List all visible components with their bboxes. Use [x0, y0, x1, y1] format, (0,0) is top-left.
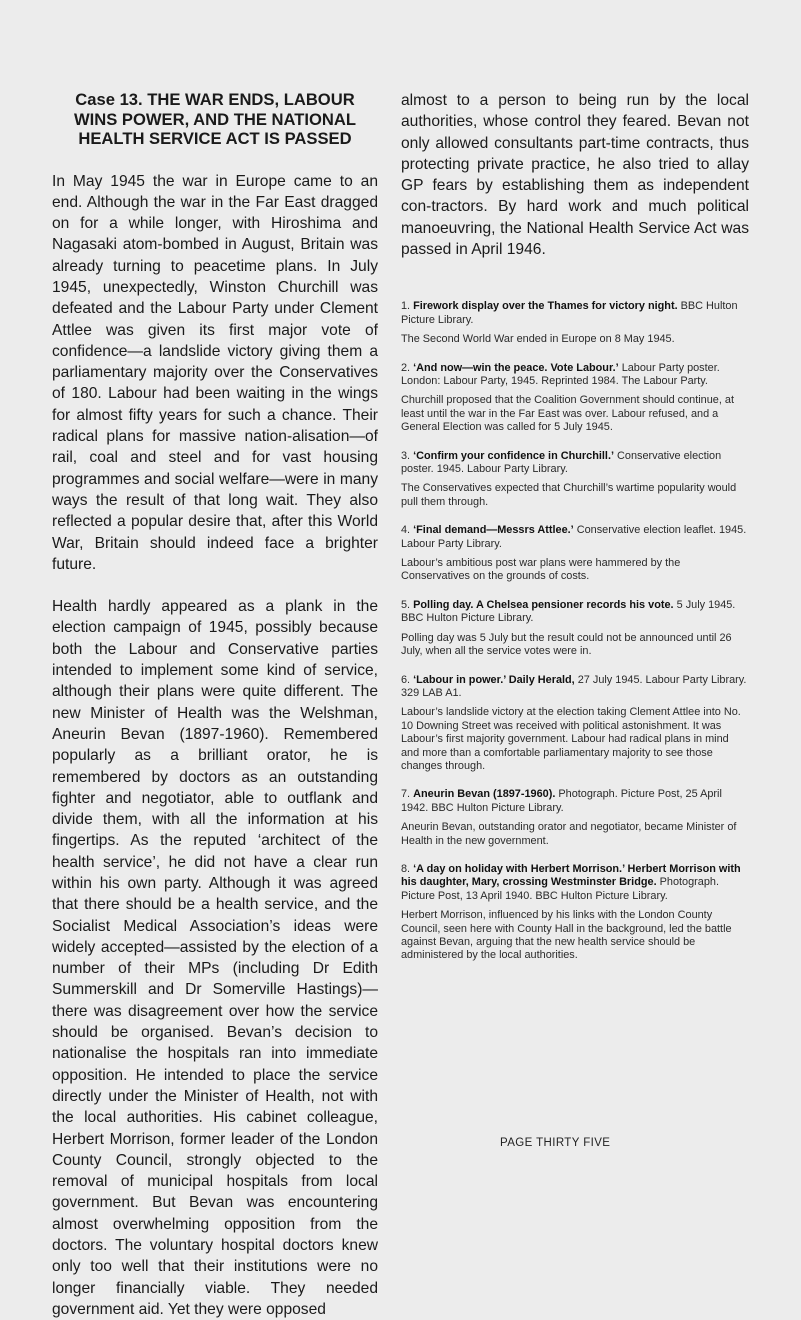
caption-note — [401, 450, 749, 510]
note-number: 6. — [401, 673, 411, 686]
note-heading: Aneurin Bevan (1897-1960). — [413, 788, 556, 801]
note-heading: ‘Labour in power.’ Daily Herald, — [413, 673, 575, 686]
note-source: BBC Hulton Picture Library. — [401, 300, 738, 326]
note-description: Churchill proposed that the Coalition Government should continue, at least until the war in the Far East was over. Labour refused, and a General Election was called for 5 July 1945. — [401, 394, 734, 434]
note-description: The Second World War ended in Europe on 8 May 1945. — [401, 333, 675, 346]
note-source: Photograph. Picture Post, 25 April 1942. BBC Hulton Picture Library. — [401, 788, 722, 814]
note-number: 4. — [401, 524, 411, 537]
right-column — [401, 90, 749, 978]
note-heading: ‘And now—win the peace. Vote Labour.’ — [413, 361, 619, 374]
caption-note — [401, 599, 749, 659]
caption-notes — [401, 300, 749, 962]
case-title: Case 13. THE WAR ENDS, LABOUR WINS POWER, AND THE NATIONAL HEALTH SERVICE ACT IS PASSED — [73, 90, 357, 148]
note-number: 1. — [401, 300, 411, 313]
note-source: Conservative election leaflet. 1945. Labour Party Library. — [401, 524, 747, 550]
caption-note — [401, 300, 749, 346]
note-description: Aneurin Bevan, outstanding orator and negotiator, became Minister of Health in the new government. — [401, 821, 737, 847]
note-heading: ‘A day on holiday with Herbert Morrison.’ Herbert Morrison with his daughter, Mary, crossing Westminster Bridge. — [401, 862, 741, 889]
note-source: 5 July 1945. BBC Hulton Picture Library. — [401, 598, 736, 625]
caption-note — [401, 674, 749, 774]
note-description: Herbert Morrison, influenced by his links with the London County Council, seen here with County Hall in the background, led the battle against Bevan, arguing that the new health service should be administered by the local authorities. — [401, 909, 732, 962]
note-number: 5. — [401, 598, 411, 611]
note-source: Conservative election poster. 1945. Labour Party Library. — [401, 449, 722, 476]
note-source: Labour Party poster. London: Labour Party, 1945. Reprinted 1984. The Labour Party. — [401, 361, 720, 387]
note-description: Labour’s landslide victory at the election taking Clement Attlee into No. 10 Downing Street was received with political astonishment. It was Labour’s first majority government. Labour had radical plans in mind and more than a comfortable parliamentary majority to see those changes through. — [401, 706, 741, 772]
note-description: Labour’s ambitious post war plans were hammered by the Conservatives on the grounds of costs. — [401, 557, 681, 583]
caption-note — [401, 788, 749, 848]
note-source: 27 July 1945. Labour Party Library. 329 LAB A1. — [401, 673, 747, 699]
note-number: 2. — [401, 361, 411, 374]
note-description: The Conservatives expected that Churchill’s wartime popularity would pull them through. — [401, 482, 737, 508]
note-source: Photograph. Picture Post, 13 April 1940. BBC Hulton Picture Library. — [401, 876, 719, 902]
caption-note — [401, 863, 749, 963]
body-paragraph: In May 1945 the war in Europe came to an end. Although the war in the Far East dragged on for a while longer, with Hiroshima and Nagasaki atom-bombed in August, Britain was already turning to peacetime plans. In July 1945, unexpectedly, Winston Churchill was defeated and the Labour Party under Clement Attlee was given its first major vote of confidence—a landslide victory giving them a parliamentary majority over the Conservatives of 180. Labour had been waiting in the wings for almost fifty years for such a chance. Their radical plans for massive nation-alisation—of rail, coal and steel and for vast housing programmes and social welfare—were in many ways the result of that long wait. They also reflected a popular desire that, after this World War, Britain should indeed face a brighter future. — [52, 172, 378, 573]
note-heading: ‘Confirm your confidence in Churchill.’ — [413, 449, 615, 462]
page-number: PAGE THIRTY FIVE — [500, 1137, 611, 1149]
note-number: 7. — [401, 788, 411, 801]
body-paragraph: Health hardly appeared as a plank in the election campaign of 1945, possibly because both the Labour and Conservative parties intended to implement some kind of service, although their plans were quite different. The new Minister of Health was the Welshman, Aneurin Bevan (1897-1960). Remembered popularly as a brilliant orator, he is remembered by doctors as an outstanding fighter and negotiator, able to outflank and divide them, with all the information at his fingertips. As the reputed ‘architect of the health service’, he did not have a clear run within his own party. Although it was agreed that there should be a health service, and the Socialist Medical Association’s ideas were widely accepted—assisted by the election of a number of their MPs (including Dr Edith Summerskill and Dr Somerville Hastings)—there was disagreement over how the service should be organised. Bevan’s decision to nationalise the hospitals ran into immediate opposition. He intended to place the service directly under the Minister of Health, not with the local authorities. His cabinet colleague, Herbert Morrison, former leader of the London County Council, strongly objected to the removal of municipal hospitals from local government. But Bevan was encountering almost overwhelming opposition from the doctors. The voluntary hospital doctors knew only too well that their institutions were no longer financially viable. They needed government aid. Yet they were opposed — [52, 598, 378, 1318]
caption-note — [401, 362, 749, 435]
left-column — [52, 90, 378, 1320]
caption-note — [401, 524, 749, 584]
note-heading: ‘Final demand—Messrs Attlee.’ — [413, 524, 574, 537]
note-description: Polling day was 5 July but the result could not be announced until 26 July, when all the service votes were in. — [401, 631, 732, 658]
note-number: 3. — [401, 449, 411, 462]
note-number: 8. — [401, 862, 411, 875]
body-paragraph: almost to a person to being run by the local authorities, whose control they feared. Bevan not only allowed consultants part-time contracts, thus protecting private practice, he also tried to allay GP fears by establishing them as independent con-tractors. By hard work and much political manoeuvring, the National Health Service Act was passed in April 1946. — [401, 92, 749, 259]
note-heading: Firework display over the Thames for victory night. — [413, 300, 678, 313]
note-heading: Polling day. A Chelsea pensioner records his vote. — [413, 598, 674, 611]
